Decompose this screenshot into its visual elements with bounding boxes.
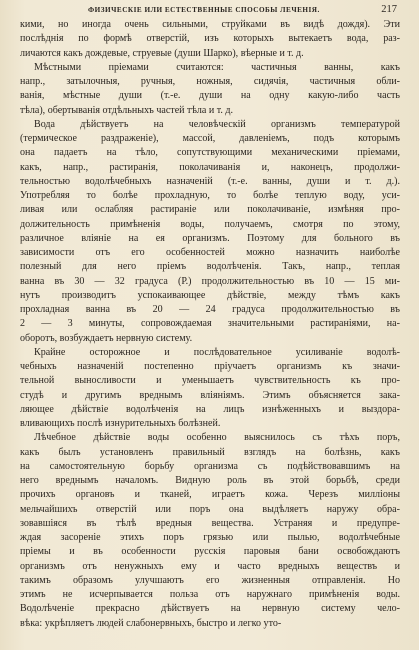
text-line: Водолѣченіе прекрасно дѣйствуетъ на нервную систему чело- xyxy=(20,603,400,615)
text-line: этимъ не исчерпывается польза отъ наружнаго примѣненія воды. xyxy=(20,589,400,600)
text-line: Крайне осторожное и послѣдовательное усиливаніе водолѣ- xyxy=(34,346,400,358)
text-line: чебныхъ назначеній постепенно пріучаетъ организмъ къ значи- xyxy=(20,361,400,372)
text-line: Употребляя то болѣе прохладную, то болѣе теплую воду, уси- xyxy=(20,190,400,201)
running-title: ФИЗИЧЕСКІЕ ИЛИ ЕСТЕСТВЕННЫЕ СПОСОБЫ ЛЕЧЕНІЯ. xyxy=(88,6,320,14)
text-line: Вода дѣйствуетъ на человѣческій организмъ температурой xyxy=(34,118,400,130)
paragraph xyxy=(20,18,400,61)
text-line: зависимости отъ его особенностей можно назначить наиболѣе xyxy=(20,247,400,258)
text-line: ждая засореніе этихъ поръ грязью или пылью, водолѣчебные xyxy=(20,532,400,543)
text-line: напр., затылочныя, ручныя, ножныя, сидячія, частичныя обли- xyxy=(20,76,400,87)
text-line: кими, но иногда очень сильными, струйками въ видѣ дождя). Эти xyxy=(20,19,400,30)
text-line: зовавшіяся въ тѣлѣ вредныя вещества. Устраняя и предупре- xyxy=(20,517,400,529)
text-line: нутъ производитъ успокаивающее дѣйствіе, между тѣмъ какъ xyxy=(20,289,400,301)
text-line: полезный для него пріемъ водолѣченія. Такъ, напр., теплая xyxy=(20,261,400,273)
paragraph xyxy=(20,346,400,432)
text-line: мельчайшихъ отверстій или поръ она выдѣляетъ наружу обра- xyxy=(20,503,400,515)
text-line: послѣднія по формѣ отверстій, изъ которыхъ вытекаетъ вода, раз- xyxy=(20,33,400,45)
text-line: должительность примѣненія воды, получаемъ, смотря по этому, xyxy=(20,218,400,230)
text-line: студѣ и другимъ вреднымъ вліяніямъ. Этимъ объясняется зака- xyxy=(20,389,400,401)
text-line: (термическое раздраженіе), массой, давленіемъ, подъ которымъ xyxy=(20,133,400,144)
text-line: Лѣчебное дѣйствіе воды особенно выяснилось съ тѣхъ поръ, xyxy=(34,432,400,444)
body-text xyxy=(20,18,400,631)
text-line: такимъ образомъ улучшаютъ его жизненныя отправленія. Но xyxy=(20,574,400,586)
text-line: Мѣстными пріемами считаются: частичныя ванны, какъ xyxy=(34,61,400,73)
text-line: пріемы и въ особенности русскія паровыя бани освобождаютъ xyxy=(20,546,400,558)
page-number: 217 xyxy=(381,4,397,15)
text-line: она падаетъ на тѣло, сопутствующими механическими пріемами, xyxy=(20,147,400,159)
paragraph xyxy=(20,61,400,118)
text-line: на самостоятельную борьбу организма съ подѣйствовавшимъ на xyxy=(20,460,400,472)
text-line: ливая или ослабляя растираніе или поколачиваніе, измѣняя про- xyxy=(20,204,400,216)
text-line: ванія, мѣстные души (т.-е. души на одну какую-либо часть xyxy=(20,90,400,102)
paragraph xyxy=(20,118,400,346)
text-line: него вреднымъ началомъ. Видную роль въ этой борьбѣ, среди xyxy=(20,475,400,486)
text-line: 2 — 3 минуты, сопровождаемая значительными растираніями, на- xyxy=(20,318,400,330)
text-line: различное вліяніе на ея организмъ. Поэтому для больного въ xyxy=(20,232,400,244)
text-line: ляющее дѣйствіе водолѣченія на лицъ изнѣженныхъ и выздора- xyxy=(20,403,400,415)
text-line: оборотъ, возбуждаетъ нервную систему. xyxy=(20,332,193,344)
text-line: какъ былъ установленъ правильный взглядъ на болѣзнь, какъ xyxy=(20,446,400,458)
text-line: вливающихъ послѣ изнурительныхъ болѣзней. xyxy=(20,418,221,429)
text-line: вѣка: укрѣпляетъ людей слабонервныхъ, быстро и легко уто- xyxy=(20,617,282,629)
text-line: ванна въ 30 — 32 градуса (Р.) продолжительностью въ 10 — 15 ми- xyxy=(20,275,400,287)
text-line: прочихъ органовъ и тканей, играетъ кожа. Черезъ милліоны xyxy=(20,489,400,501)
text-line: организмъ отъ ненужныхъ ему и часто вредныхъ веществъ и xyxy=(20,560,400,572)
text-line: какъ, напр., растиранія, поколачиванія и, наконецъ, продолжи- xyxy=(20,161,400,173)
text-line: прохладная ванна въ 20 — 24 градуса продолжительностью въ xyxy=(20,304,400,315)
paragraph xyxy=(20,431,400,631)
text-line: личаются какъ дождевые, струевые (души Шарко), вѣерные и т. д. xyxy=(20,47,304,59)
text-line: тѣла), обертыванія отдѣльныхъ частей тѣла и т. д. xyxy=(20,104,234,116)
text-line: тельностью водолѣчебныхъ назначеній (т.-е. ванны, души и т. д.). xyxy=(20,175,400,187)
page-header xyxy=(28,4,397,18)
text-line: тельной выносливости и уменьшаетъ чувствительность къ про- xyxy=(20,375,400,387)
